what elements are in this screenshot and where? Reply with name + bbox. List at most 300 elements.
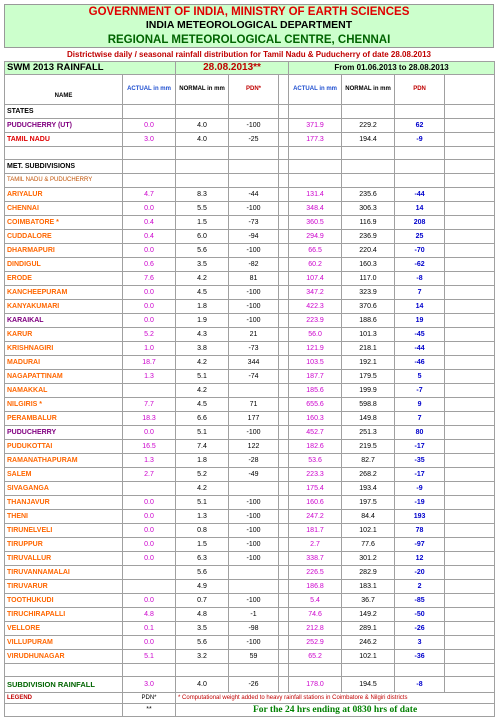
daily-pdn: -49 <box>229 468 279 482</box>
spacer <box>279 216 289 230</box>
footer-row <box>5 704 495 717</box>
daily-pdn: -100 <box>229 496 279 510</box>
empty-cell <box>395 174 445 188</box>
spacer <box>445 538 495 552</box>
spacer <box>279 300 289 314</box>
row-name: PUDUCHERRY <box>5 426 123 440</box>
daily-normal: 4.0 <box>176 119 229 133</box>
daily-actual: 0.4 <box>123 216 176 230</box>
daily-pdn: 21 <box>229 328 279 342</box>
daily-pdn: -73 <box>229 216 279 230</box>
seasonal-normal: 77.6 <box>342 538 395 552</box>
row-name: TIRUPPUR <box>5 538 123 552</box>
spacer <box>445 566 495 580</box>
district-row <box>5 622 495 636</box>
daily-normal: 4.2 <box>176 272 229 286</box>
empty-cell <box>279 174 289 188</box>
footer-note: For the 24 hrs ending at 0830 hrs of date <box>176 704 495 717</box>
seasonal-normal: 149.2 <box>342 608 395 622</box>
seasonal-actual: 53.6 <box>289 454 342 468</box>
spacer <box>279 496 289 510</box>
daily-normal: 4.2 <box>176 384 229 398</box>
daily-pdn: -100 <box>229 244 279 258</box>
row-name: CHENNAI <box>5 202 123 216</box>
col-normal: NORMAL in mm <box>176 75 229 105</box>
row-name: TIRUVARUR <box>5 580 123 594</box>
empty-cell <box>229 174 279 188</box>
district-row <box>5 258 495 272</box>
empty-cell <box>289 160 342 174</box>
district-row <box>5 384 495 398</box>
empty-cell <box>5 704 123 717</box>
daily-normal: 4.0 <box>176 133 229 147</box>
daily-actual: 0.6 <box>123 258 176 272</box>
daily-actual: 1.3 <box>123 370 176 384</box>
daily-actual: 0.0 <box>123 119 176 133</box>
spacer <box>279 524 289 538</box>
spacer <box>279 650 289 664</box>
daily-pdn: -100 <box>229 300 279 314</box>
seasonal-pdn: -35 <box>395 454 445 468</box>
seasonal-pdn: -9 <box>395 482 445 496</box>
col-pdn: PDN* <box>229 75 279 105</box>
daily-actual: 4.8 <box>123 608 176 622</box>
seasonal-normal: 102.1 <box>342 650 395 664</box>
section-tn-pondy <box>5 174 495 188</box>
seasonal-normal: 598.8 <box>342 398 395 412</box>
row-name: THENI <box>5 510 123 524</box>
daily-normal: 4.0 <box>176 677 229 693</box>
seasonal-actual: 452.7 <box>289 426 342 440</box>
seasonal-pdn: -8 <box>395 677 445 693</box>
spacer <box>445 314 495 328</box>
seasonal-normal: 199.9 <box>342 384 395 398</box>
legend-label: LEGEND <box>5 693 123 704</box>
daily-pdn: -100 <box>229 119 279 133</box>
col-actual: ACTUAL in mm <box>123 75 176 105</box>
spacer <box>445 510 495 524</box>
seasonal-pdn: 78 <box>395 524 445 538</box>
daily-pdn: 177 <box>229 412 279 426</box>
seasonal-actual: 121.9 <box>289 342 342 356</box>
spacer <box>279 230 289 244</box>
spacer <box>279 328 289 342</box>
spacer <box>279 468 289 482</box>
daily-actual: 0.4 <box>123 230 176 244</box>
seasonal-actual: 212.8 <box>289 622 342 636</box>
row-name: VILLUPURAM <box>5 636 123 650</box>
blank-row <box>5 147 495 160</box>
seasonal-pdn: 7 <box>395 412 445 426</box>
empty-cell <box>395 147 445 160</box>
spacer <box>279 272 289 286</box>
daily-actual: 5.1 <box>123 650 176 664</box>
spacer <box>279 202 289 216</box>
seasonal-actual: 347.2 <box>289 286 342 300</box>
period-row <box>5 62 495 75</box>
district-row <box>5 510 495 524</box>
district-row <box>5 286 495 300</box>
empty-cell <box>279 147 289 160</box>
section-states-label: STATES <box>5 105 123 119</box>
empty-cell <box>176 147 229 160</box>
daily-actual <box>123 566 176 580</box>
spacer <box>445 482 495 496</box>
district-row <box>5 468 495 482</box>
seasonal-pdn: 19 <box>395 314 445 328</box>
empty-cell <box>229 160 279 174</box>
district-row <box>5 314 495 328</box>
spacer <box>279 398 289 412</box>
spacer <box>445 286 495 300</box>
empty-cell <box>342 174 395 188</box>
seasonal-pdn: 12 <box>395 552 445 566</box>
daily-actual: 0.0 <box>123 524 176 538</box>
spacer <box>279 258 289 272</box>
district-row <box>5 272 495 286</box>
daily-normal: 1.5 <box>176 216 229 230</box>
daily-actual: 1.0 <box>123 342 176 356</box>
spacer <box>445 650 495 664</box>
daily-pdn: -73 <box>229 342 279 356</box>
col-actual-seasonal: ACTUAL in mm <box>289 75 342 105</box>
seasonal-actual: 247.2 <box>289 510 342 524</box>
daily-pdn: 59 <box>229 650 279 664</box>
daily-normal: 1.5 <box>176 538 229 552</box>
legend-stars: ** <box>123 704 176 717</box>
spacer <box>279 482 289 496</box>
seasonal-pdn: 14 <box>395 202 445 216</box>
empty-cell <box>342 147 395 160</box>
daily-normal: 0.7 <box>176 594 229 608</box>
daily-pdn: -100 <box>229 636 279 650</box>
daily-actual: 0.1 <box>123 622 176 636</box>
seasonal-normal: 192.1 <box>342 356 395 370</box>
row-name: NILGIRIS * <box>5 398 123 412</box>
spacer <box>445 496 495 510</box>
legend-note: * Computational weight added to heavy rainfall stations in Coimbatore & Nilgiri districts <box>176 693 495 704</box>
spacer <box>279 608 289 622</box>
seasonal-actual: 107.4 <box>289 272 342 286</box>
district-row <box>5 454 495 468</box>
empty-cell <box>289 147 342 160</box>
spacer <box>445 636 495 650</box>
daily-normal: 4.2 <box>176 482 229 496</box>
row-name: ERODE <box>5 272 123 286</box>
seasonal-normal: 229.2 <box>342 119 395 133</box>
spacer <box>279 636 289 650</box>
seasonal-normal: 183.1 <box>342 580 395 594</box>
spacer <box>279 426 289 440</box>
daily-actual <box>123 384 176 398</box>
row-name: SIVAGANGA <box>5 482 123 496</box>
row-name: ARIYALUR <box>5 188 123 202</box>
daily-normal: 6.6 <box>176 412 229 426</box>
seasonal-normal: 149.8 <box>342 412 395 426</box>
blank-row-label <box>5 664 123 677</box>
seasonal-actual: 185.6 <box>289 384 342 398</box>
district-row <box>5 482 495 496</box>
seasonal-actual: 252.9 <box>289 636 342 650</box>
seasonal-pdn: -26 <box>395 622 445 636</box>
seasonal-pdn: -44 <box>395 188 445 202</box>
row-name: TIRUCHIRAPALLI <box>5 608 123 622</box>
daily-normal: 8.3 <box>176 188 229 202</box>
seasonal-pdn: 80 <box>395 426 445 440</box>
seasonal-actual: 65.2 <box>289 650 342 664</box>
empty-cell <box>445 174 495 188</box>
spacer <box>445 524 495 538</box>
seasonal-normal: 82.7 <box>342 454 395 468</box>
district-row <box>5 496 495 510</box>
subdivision-row <box>5 677 495 693</box>
daily-normal: 5.5 <box>176 202 229 216</box>
district-row <box>5 566 495 580</box>
spacer <box>279 594 289 608</box>
seasonal-actual: 181.7 <box>289 524 342 538</box>
blank-row-label <box>5 147 123 160</box>
row-name: KRISHNAGIRI <box>5 342 123 356</box>
daily-normal: 4.8 <box>176 608 229 622</box>
spacer <box>445 608 495 622</box>
spacer <box>445 677 495 693</box>
empty-cell <box>289 174 342 188</box>
seasonal-pdn: -7 <box>395 384 445 398</box>
seasonal-normal: 193.4 <box>342 482 395 496</box>
daily-pdn: -100 <box>229 552 279 566</box>
seasonal-actual: 60.2 <box>289 258 342 272</box>
daily-actual: 0.0 <box>123 244 176 258</box>
daily-normal: 6.3 <box>176 552 229 566</box>
daily-pdn: -25 <box>229 133 279 147</box>
daily-pdn: -100 <box>229 314 279 328</box>
legend-pdn: PDN* <box>123 693 176 704</box>
spacer <box>279 566 289 580</box>
spacer <box>445 440 495 454</box>
daily-pdn: -82 <box>229 258 279 272</box>
empty-cell <box>445 160 495 174</box>
seasonal-normal: 194.5 <box>342 677 395 693</box>
daily-normal: 1.3 <box>176 510 229 524</box>
daily-actual: 0.0 <box>123 426 176 440</box>
spacer <box>279 370 289 384</box>
daily-normal: 5.1 <box>176 496 229 510</box>
row-name: TAMIL NADU <box>5 133 123 147</box>
seasonal-actual: 294.9 <box>289 230 342 244</box>
spacer <box>445 370 495 384</box>
legend-row <box>5 693 495 704</box>
report-subtitle: Districtwise daily / seasonal rainfall distribution for Tamil Nadu & Puducherry of date 28.08.2013 <box>4 48 494 61</box>
seasonal-normal: 179.5 <box>342 370 395 384</box>
spacer <box>445 398 495 412</box>
seasonal-actual: 226.5 <box>289 566 342 580</box>
daily-normal: 5.1 <box>176 370 229 384</box>
empty-cell <box>176 174 229 188</box>
section-states <box>5 105 495 119</box>
seasonal-pdn: -44 <box>395 342 445 356</box>
empty-cell <box>123 664 176 677</box>
seasonal-pdn: -46 <box>395 356 445 370</box>
daily-actual: 4.7 <box>123 188 176 202</box>
row-name: PUDUKOTTAI <box>5 440 123 454</box>
district-row <box>5 370 495 384</box>
district-row <box>5 216 495 230</box>
seasonal-pdn: -17 <box>395 440 445 454</box>
spacer <box>445 622 495 636</box>
daily-actual: 1.3 <box>123 454 176 468</box>
district-row <box>5 342 495 356</box>
section-met-subdivisions <box>5 160 495 174</box>
daily-pdn: -100 <box>229 426 279 440</box>
seasonal-normal: 246.2 <box>342 636 395 650</box>
district-row <box>5 188 495 202</box>
daily-normal: 4.5 <box>176 286 229 300</box>
spacer <box>279 510 289 524</box>
daily-pdn: -44 <box>229 188 279 202</box>
daily-normal: 4.2 <box>176 356 229 370</box>
seasonal-actual: 178.0 <box>289 677 342 693</box>
seasonal-actual: 422.3 <box>289 300 342 314</box>
daily-actual: 18.7 <box>123 356 176 370</box>
daily-normal: 3.5 <box>176 622 229 636</box>
state-row <box>5 133 495 147</box>
spacer <box>279 677 289 693</box>
district-row <box>5 426 495 440</box>
spacer <box>445 230 495 244</box>
seasonal-normal: 370.6 <box>342 300 395 314</box>
seasonal-pdn: -8 <box>395 272 445 286</box>
seasonal-normal: 306.3 <box>342 202 395 216</box>
seasonal-pdn: 9 <box>395 398 445 412</box>
row-name: PUDUCHERRY (UT) <box>5 119 123 133</box>
empty-cell <box>279 664 289 677</box>
seasonal-pdn: 25 <box>395 230 445 244</box>
seasonal-actual: 223.3 <box>289 468 342 482</box>
daily-pdn <box>229 566 279 580</box>
spacer <box>445 342 495 356</box>
row-name: COIMBATORE * <box>5 216 123 230</box>
daily-normal: 1.8 <box>176 300 229 314</box>
daily-pdn: 81 <box>229 272 279 286</box>
seasonal-pdn: 3 <box>395 636 445 650</box>
daily-normal: 5.1 <box>176 426 229 440</box>
seasonal-normal: 102.1 <box>342 524 395 538</box>
row-name: KARAIKAL <box>5 314 123 328</box>
empty-cell <box>229 664 279 677</box>
spacer <box>445 356 495 370</box>
daily-pdn <box>229 580 279 594</box>
seasonal-normal: 188.6 <box>342 314 395 328</box>
daily-pdn: -100 <box>229 202 279 216</box>
spacer <box>445 300 495 314</box>
daily-normal: 5.6 <box>176 636 229 650</box>
seasonal-actual: 175.4 <box>289 482 342 496</box>
daily-actual: 2.7 <box>123 468 176 482</box>
daily-normal: 4.9 <box>176 580 229 594</box>
seasonal-normal: 323.9 <box>342 286 395 300</box>
spacer <box>279 580 289 594</box>
seasonal-pdn: 193 <box>395 510 445 524</box>
daily-pdn: 71 <box>229 398 279 412</box>
district-row <box>5 580 495 594</box>
spacer <box>279 552 289 566</box>
season-title: SWM 2013 RAINFALL <box>5 62 176 75</box>
spacer <box>445 133 495 147</box>
district-row <box>5 594 495 608</box>
department-heading: INDIA METEOROLOGICAL DEPARTMENT <box>4 18 494 32</box>
seasonal-normal: 220.4 <box>342 244 395 258</box>
empty-cell <box>445 664 495 677</box>
daily-actual: 0.0 <box>123 636 176 650</box>
daily-actual <box>123 482 176 496</box>
col-pdn-seasonal: PDN <box>395 75 445 105</box>
spacer <box>445 454 495 468</box>
empty-cell <box>176 664 229 677</box>
seasonal-normal: 84.4 <box>342 510 395 524</box>
daily-normal: 7.4 <box>176 440 229 454</box>
seasonal-actual: 338.7 <box>289 552 342 566</box>
empty-cell <box>342 160 395 174</box>
seasonal-normal: 197.5 <box>342 496 395 510</box>
daily-normal: 5.6 <box>176 244 229 258</box>
seasonal-range: From 01.06.2013 to 28.08.2013 <box>289 62 495 75</box>
spacer <box>279 412 289 426</box>
seasonal-normal: 251.3 <box>342 426 395 440</box>
seasonal-pdn: -45 <box>395 328 445 342</box>
daily-actual: 0.0 <box>123 202 176 216</box>
seasonal-actual: 223.9 <box>289 314 342 328</box>
row-name: KANCHEEPURAM <box>5 286 123 300</box>
section-met-subdivisions-label: MET. SUBDIVISIONS <box>5 160 123 174</box>
seasonal-actual: 348.4 <box>289 202 342 216</box>
row-name: NAMAKKAL <box>5 384 123 398</box>
district-row <box>5 538 495 552</box>
seasonal-normal: 116.9 <box>342 216 395 230</box>
district-row <box>5 608 495 622</box>
empty-cell <box>123 174 176 188</box>
spacer <box>445 188 495 202</box>
daily-pdn: -74 <box>229 370 279 384</box>
spacer <box>445 412 495 426</box>
daily-normal: 3.8 <box>176 342 229 356</box>
spacer <box>279 622 289 636</box>
daily-actual: 7.7 <box>123 398 176 412</box>
seasonal-normal: 117.0 <box>342 272 395 286</box>
state-row <box>5 119 495 133</box>
seasonal-pdn: -20 <box>395 566 445 580</box>
empty-cell <box>342 664 395 677</box>
daily-normal: 0.8 <box>176 524 229 538</box>
row-name: THANJAVUR <box>5 496 123 510</box>
seasonal-actual: 187.7 <box>289 370 342 384</box>
ministry-heading: GOVERNMENT OF INDIA, MINISTRY OF EARTH SCIENCES <box>4 4 494 18</box>
spacer <box>445 216 495 230</box>
daily-pdn: -98 <box>229 622 279 636</box>
daily-actual: 0.0 <box>123 552 176 566</box>
spacer <box>279 356 289 370</box>
seasonal-normal: 160.3 <box>342 258 395 272</box>
daily-actual: 18.3 <box>123 412 176 426</box>
spacer <box>279 314 289 328</box>
seasonal-pdn: 2 <box>395 580 445 594</box>
centre-heading: REGIONAL METEOROLOGICAL CENTRE, CHENNAI <box>4 32 494 48</box>
spacer <box>279 133 289 147</box>
seasonal-pdn: 208 <box>395 216 445 230</box>
daily-pdn: -94 <box>229 230 279 244</box>
daily-normal: 4.5 <box>176 398 229 412</box>
seasonal-normal: 301.2 <box>342 552 395 566</box>
seasonal-actual: 160.6 <box>289 496 342 510</box>
